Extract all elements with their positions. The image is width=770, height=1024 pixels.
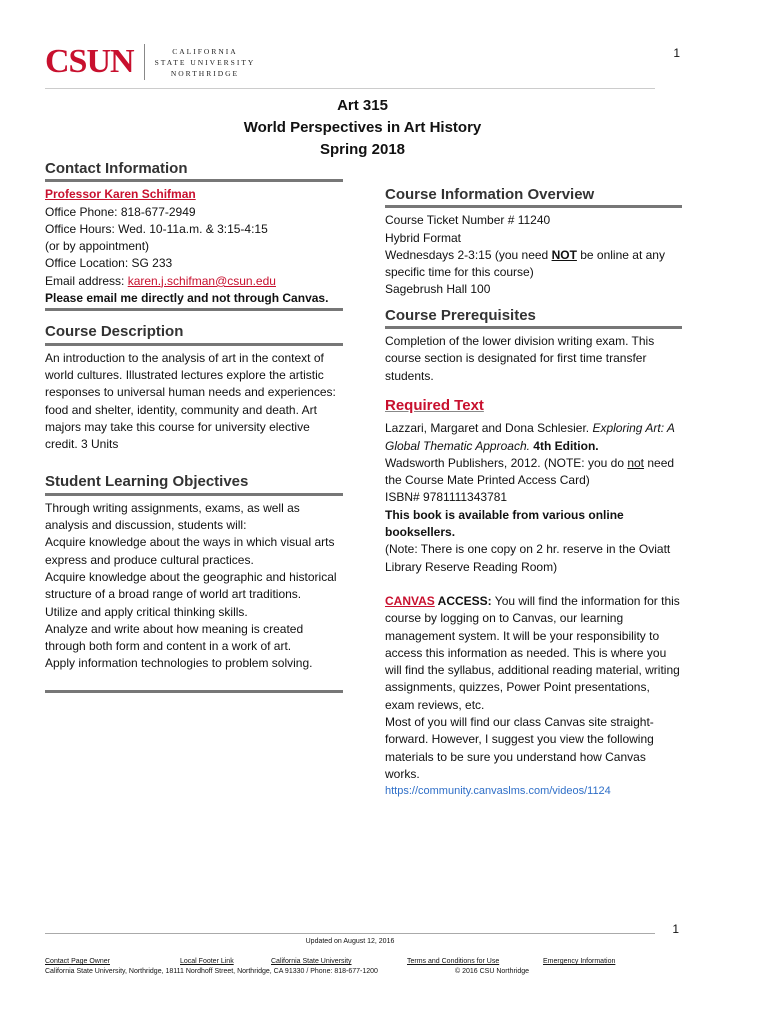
- objective-item: Apply information technologies to problem solving.: [45, 656, 313, 671]
- email-note: Please email me directly and not through Canvas.: [45, 291, 329, 306]
- footer-link-local[interactable]: Local Footer Link: [180, 958, 234, 965]
- document-title: [0, 95, 725, 161]
- csun-logo: [45, 44, 255, 80]
- course-schedule: Wednesdays 2-3:15 (you need NOT be online at any specific time for this course): [385, 247, 665, 280]
- appointment-note: (or by appointment): [45, 239, 150, 254]
- left-column: [45, 160, 343, 693]
- objective-item: Acquire knowledge about the geographic and historical structure of a broad range of world art traditions.: [45, 569, 337, 602]
- objective-item: Analyze and write about how meaning is created through both form and content in a work of art.: [45, 621, 304, 654]
- reserve-note: (Note: There is one copy on 2 hr. reserve in the Oviatt Library Reserve Reading Room): [385, 542, 671, 574]
- professor-name[interactable]: Professor Karen Schifman: [45, 187, 196, 202]
- office-hours: Office Hours: Wed. 10-11a.m. & 3:15-4:15: [45, 221, 268, 236]
- canvas-video-link[interactable]: https://community.canvaslms.com/videos/1124: [385, 785, 611, 798]
- description-text: An introduction to the analysis of art in the context of world cultures. Illustrated lectures explore the artistic responses to universal human needs and experiences: food and shelter, identity, community and death. Art majors may take this course for university elective credit. 3 Units: [45, 350, 336, 452]
- updated-date: Updated on August 12, 2016: [305, 938, 395, 945]
- logo-divider: [144, 44, 145, 80]
- textbook-isbn: ISBN# 9781111343781: [385, 490, 508, 505]
- overview-heading: Course Information Overview: [385, 186, 682, 208]
- objective-item: Acquire knowledge about the ways in which visual arts express and produce cultural practices.: [45, 535, 335, 567]
- textbook-publisher: Wadsworth Publishers, 2012. (NOTE: you do not need the Course Mate Printed Access Card): [385, 455, 675, 488]
- required-text-heading: Required Text: [385, 396, 484, 414]
- right-column: [385, 186, 682, 801]
- email-line: Email address: karen.j.schifman@csun.edu: [45, 273, 276, 288]
- canvas-access-paragraph: CANVAS ACCESS: You will find the information for this course by logging on to Canvas, our learning management system. It will be your responsibility to access this information as needed. This is where you will find the syllabus, additional reading material, writing assignments, quizzes, Power Point presentations, exam reviews, etc.: [385, 593, 680, 712]
- prereq-heading: Course Prerequisites: [385, 307, 682, 329]
- logo-mark: CSUN: [45, 43, 134, 80]
- textbook-availability: This book is available from various online booksellers.: [385, 507, 624, 540]
- footer-divider: [45, 933, 655, 934]
- course-location: Sagebrush Hall 100: [385, 282, 491, 297]
- page-number-bottom: 1: [672, 922, 679, 936]
- objective-item: Utilize and apply critical thinking skills.: [45, 604, 248, 619]
- footer-link-emergency[interactable]: Emergency Information: [543, 958, 616, 965]
- term: Spring 2018: [319, 141, 406, 158]
- objectives-heading: Student Learning Objectives: [45, 473, 343, 495]
- logo-text: CALIFORNIA STATE UNIVERSITY NORTHRIDGE: [154, 46, 256, 78]
- objectives-divider: [45, 673, 343, 693]
- footer-link-csu[interactable]: California State University: [271, 958, 352, 965]
- footer-address: California State University, Northridge, 18111 Nordhoff Street, Northridge, CA 91330 / Phone: 818-677-1200: [45, 968, 378, 975]
- course-format: Hybrid Format: [385, 230, 462, 245]
- footer-link-contact-owner[interactable]: Contact Page Owner: [45, 958, 110, 965]
- prereq-text: Completion of the lower division writing exam. This course section is designated for first time transfer students.: [385, 334, 655, 383]
- course-name: World Perspectives in Art History: [243, 119, 482, 136]
- email-link[interactable]: karen.j.schifman@csun.edu: [127, 273, 276, 288]
- course-number: Art 315: [337, 97, 388, 114]
- canvas-note: Most of you will find our class Canvas site straight-forward. However, I suggest you view the following materials to be sure you understand how Canvas works.: [385, 715, 654, 781]
- textbook-citation: Lazzari, Margaret and Dona Schlesier. Exploring Art: A Global Thematic Approach. 4th Edition.: [385, 421, 675, 453]
- objective-item: Through writing assignments, exams, as well as analysis and discussion, students will:: [45, 500, 300, 533]
- page-number-top: 1: [673, 46, 680, 60]
- footer-copyright: © 2016 CSU Northridge: [455, 968, 530, 975]
- footer-link-terms[interactable]: Terms and Conditions for Use: [407, 958, 500, 965]
- header-divider: [45, 88, 655, 89]
- contact-heading: Contact Information: [45, 160, 343, 182]
- office-location: Office Location: SG 233: [45, 256, 173, 271]
- canvas-link[interactable]: CANVAS: [385, 593, 435, 608]
- office-phone: Office Phone: 818-677-2949: [45, 204, 196, 219]
- ticket-number: Course Ticket Number # 11240: [385, 213, 551, 228]
- description-heading: Course Description: [45, 323, 343, 345]
